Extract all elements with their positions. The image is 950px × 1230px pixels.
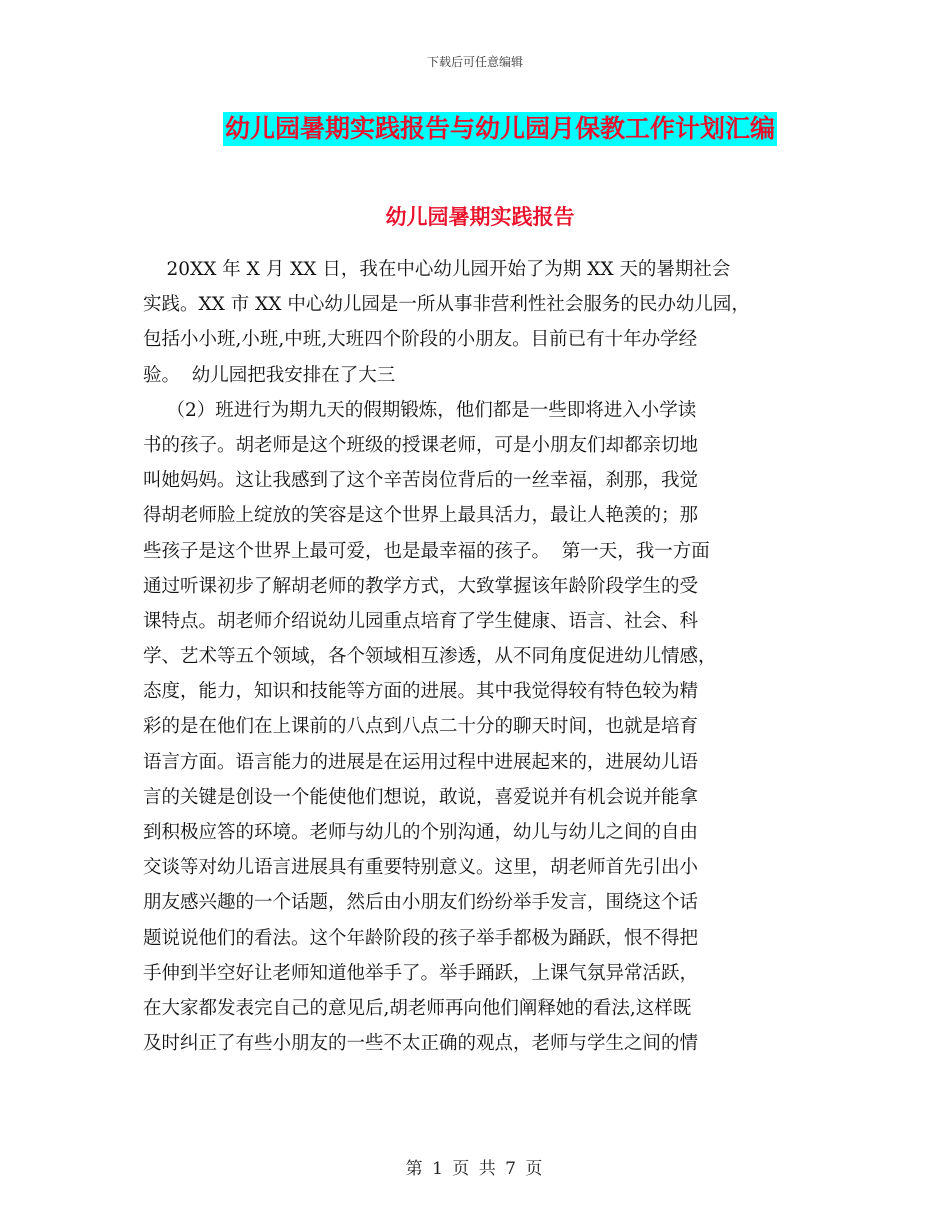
body-line: 及时纠正了有些小朋友的一些不太正确的观点，老师与学生之间的情: [143, 1033, 699, 1055]
body-line: 得胡老师脸上绽放的笑容是这个世界上最具活力，最让人艳羡的；那: [143, 505, 699, 527]
body-line: 题说说他们的看法。这个年龄阶段的孩子举手都极为踊跃，恨不得把: [143, 927, 699, 949]
body-line: 彩的是在他们在上课前的八点到八点二十分的聊天时间，也就是培育: [143, 716, 699, 738]
main-title-container: [0, 112, 950, 146]
body-line: 言的关键是创设一个能使他们想说，敢说，喜爱说并有机会说并能拿: [143, 786, 699, 808]
body-line: 实践。XX 市 XX 中心幼儿园是一所从事非营利性社会服务的民办幼儿园，: [143, 294, 750, 316]
header-note: 下载后可任意编辑: [426, 55, 523, 69]
body-line: 书的孩子。胡老师是这个班级的授课老师，可是小朋友们却都亲切地: [143, 434, 699, 456]
body-line: 交谈等对幼儿语言进展具有重要特别意义。这里，胡老师首先引出小: [143, 857, 699, 879]
body-line: 手伸到半空好让老师知道他举手了。举手踊跃，上课气氛异常活跃，: [143, 962, 699, 984]
body-text: [143, 252, 813, 1061]
page-footer: 第 1 页 共 7 页: [405, 1159, 545, 1179]
body-line: 态度，能力，知识和技能等方面的进展。其中我觉得较有特色较为精: [143, 681, 699, 703]
body-line: 学、艺术等五个领域，各个领域相互渗透，从不同角度促进幼儿情感，: [143, 646, 717, 668]
main-title: 幼儿园暑期实践报告与幼儿园月保教工作计划汇编: [223, 112, 777, 146]
body-line: 课特点。胡老师介绍说幼儿园重点培育了学生健康、语言、社会、科: [143, 610, 699, 632]
body-line: 验。 幼儿园把我安排在了大三: [143, 364, 396, 386]
body-line: 包括小小班,小班,中班,大班四个阶段的小朋友。目前已有十年办学经: [143, 329, 698, 351]
body-line: 些孩子是这个世界上最可爱，也是最幸福的孩子。 第一天，我一方面: [143, 540, 710, 562]
body-line: 朋友感兴趣的一个话题，然后由小朋友们纷纷举手发言，围绕这个话: [143, 892, 699, 914]
body-line: 叫她妈妈。这让我感到了这个辛苦岗位背后的一丝幸福，刹那，我觉: [143, 470, 699, 492]
body-line: 通过听课初步了解胡老师的教学方式，大致掌握该年龄阶段学生的受: [143, 575, 699, 597]
body-line: 到积极应答的环境。老师与幼儿的个别沟通，幼儿与幼儿之间的自由: [143, 822, 699, 843]
body-line: 20XX 年 X 月 XX 日，我在中心幼儿园开始了为期 XX 天的暑期社会: [143, 259, 731, 280]
body-line: 语言方面。语言能力的进展是在运用过程中进展起来的，进展幼儿语: [143, 751, 699, 773]
section-title: 幼儿园暑期实践报告: [385, 205, 575, 229]
body-line: （2）班进行为期九天的假期锻炼，他们都是一些即将进入小学读: [143, 399, 697, 421]
body-line: 在大家都发表完自己的意见后,胡老师再向他们阐释她的看法,这样既: [143, 997, 692, 1019]
